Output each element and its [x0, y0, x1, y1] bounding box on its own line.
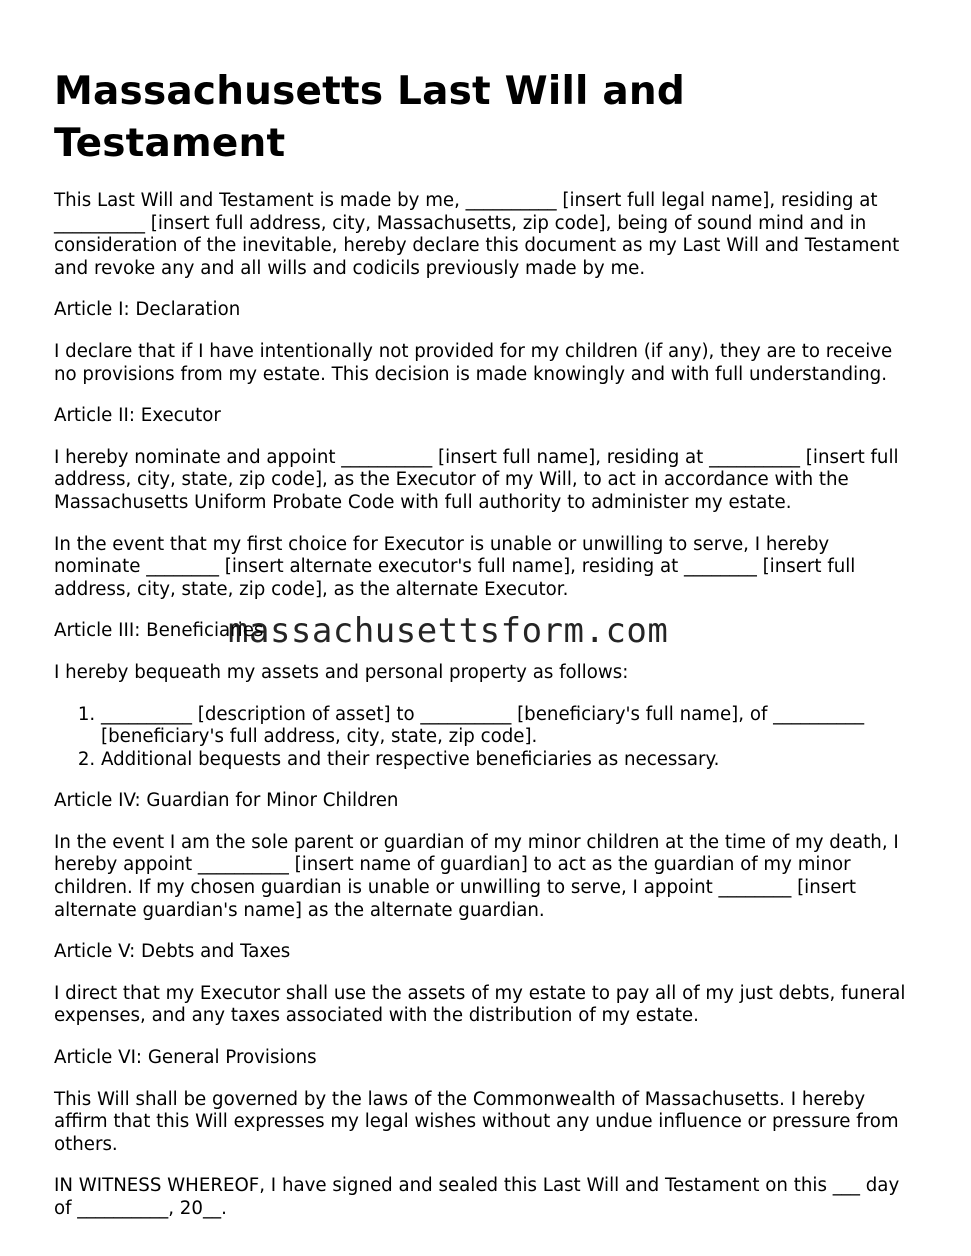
- article-5-heading: Article V: Debts and Taxes: [54, 941, 291, 963]
- witness-paragraph: IN WITNESS WHEREOF, I have signed and sealed this Last Will and Testament on this ___ day of __________, 20__.: [54, 1175, 900, 1219]
- document-title: Massachusetts Last Will and Testament: [54, 69, 685, 166]
- intro-paragraph: This Last Will and Testament is made by me, __________ [insert full legal name], residing at __________ [insert full address, city, Massachusetts, zip code], being of sound mind and in consideration of the inevitable, hereby declare this document as my Last Will and Testament and revoke any and all wills and codicils previously made by me.: [54, 190, 900, 279]
- article-2-text-alternate: In the event that my first choice for Executor is unable or unwilling to serve, I hereby nominate ________ [insert alternate executor's full name], residing at ________ [insert full address, city, state, zip code], as the alternate Executor.: [54, 533, 856, 600]
- article-5-text: I direct that my Executor shall use the assets of my estate to pay all of my just debts, funeral expenses, and any taxes associated with the distribution of my estate.: [54, 982, 906, 1027]
- article-2-heading: Article II: Executor: [54, 405, 221, 427]
- article-3-text: I hereby bequeath my assets and personal property as follows:: [54, 661, 629, 683]
- article-4-heading: Article IV: Guardian for Minor Children: [54, 790, 399, 812]
- list-item: 2. Additional bequests and their respective beneficiaries as necessary.: [101, 749, 920, 772]
- article-4-text: In the event I am the sole parent or guardian of my minor children at the time of my death, I hereby appoint __________ [insert name of guardian] to act as the guardian of my minor children. If my chosen guardian is unable or unwilling to serve, I appoint ________ [insert alternate guardian's name] as the alternate guardian.: [54, 831, 899, 921]
- document-page: [54, 66, 920, 1240]
- article-1-text: I declare that if I have intentionally not provided for my children (if any), they are to receive no provisions from my estate. This decision is made knowingly and with full understanding.: [54, 340, 893, 385]
- article-2-text-executor: I hereby nominate and appoint __________ [insert full name], residing at __________ [insert full address, city, state, zip code], as the Executor of my Will, to act in accordance with the Massachusetts Uniform Probate Code with full authority to administer my estate.: [54, 446, 899, 513]
- article-1-heading: Article I: Declaration: [54, 299, 241, 321]
- article-6-text: This Will shall be governed by the laws of the Commonwealth of Massachusetts. I hereby affirm that this Will expresses my legal wishes without any undue influence or pressure from others.: [54, 1088, 899, 1155]
- article-6-heading: Article VI: General Provisions: [54, 1047, 317, 1069]
- list-item: 1. __________ [description of asset] to __________ [beneficiary's full name], of __________ [beneficiary's full address, city, state, zip code].: [101, 704, 920, 749]
- bequest-list: [54, 704, 920, 772]
- watermark: massachusettsform.com: [228, 611, 669, 651]
- article-3-heading: Article III: Beneficiaries: [54, 620, 264, 642]
